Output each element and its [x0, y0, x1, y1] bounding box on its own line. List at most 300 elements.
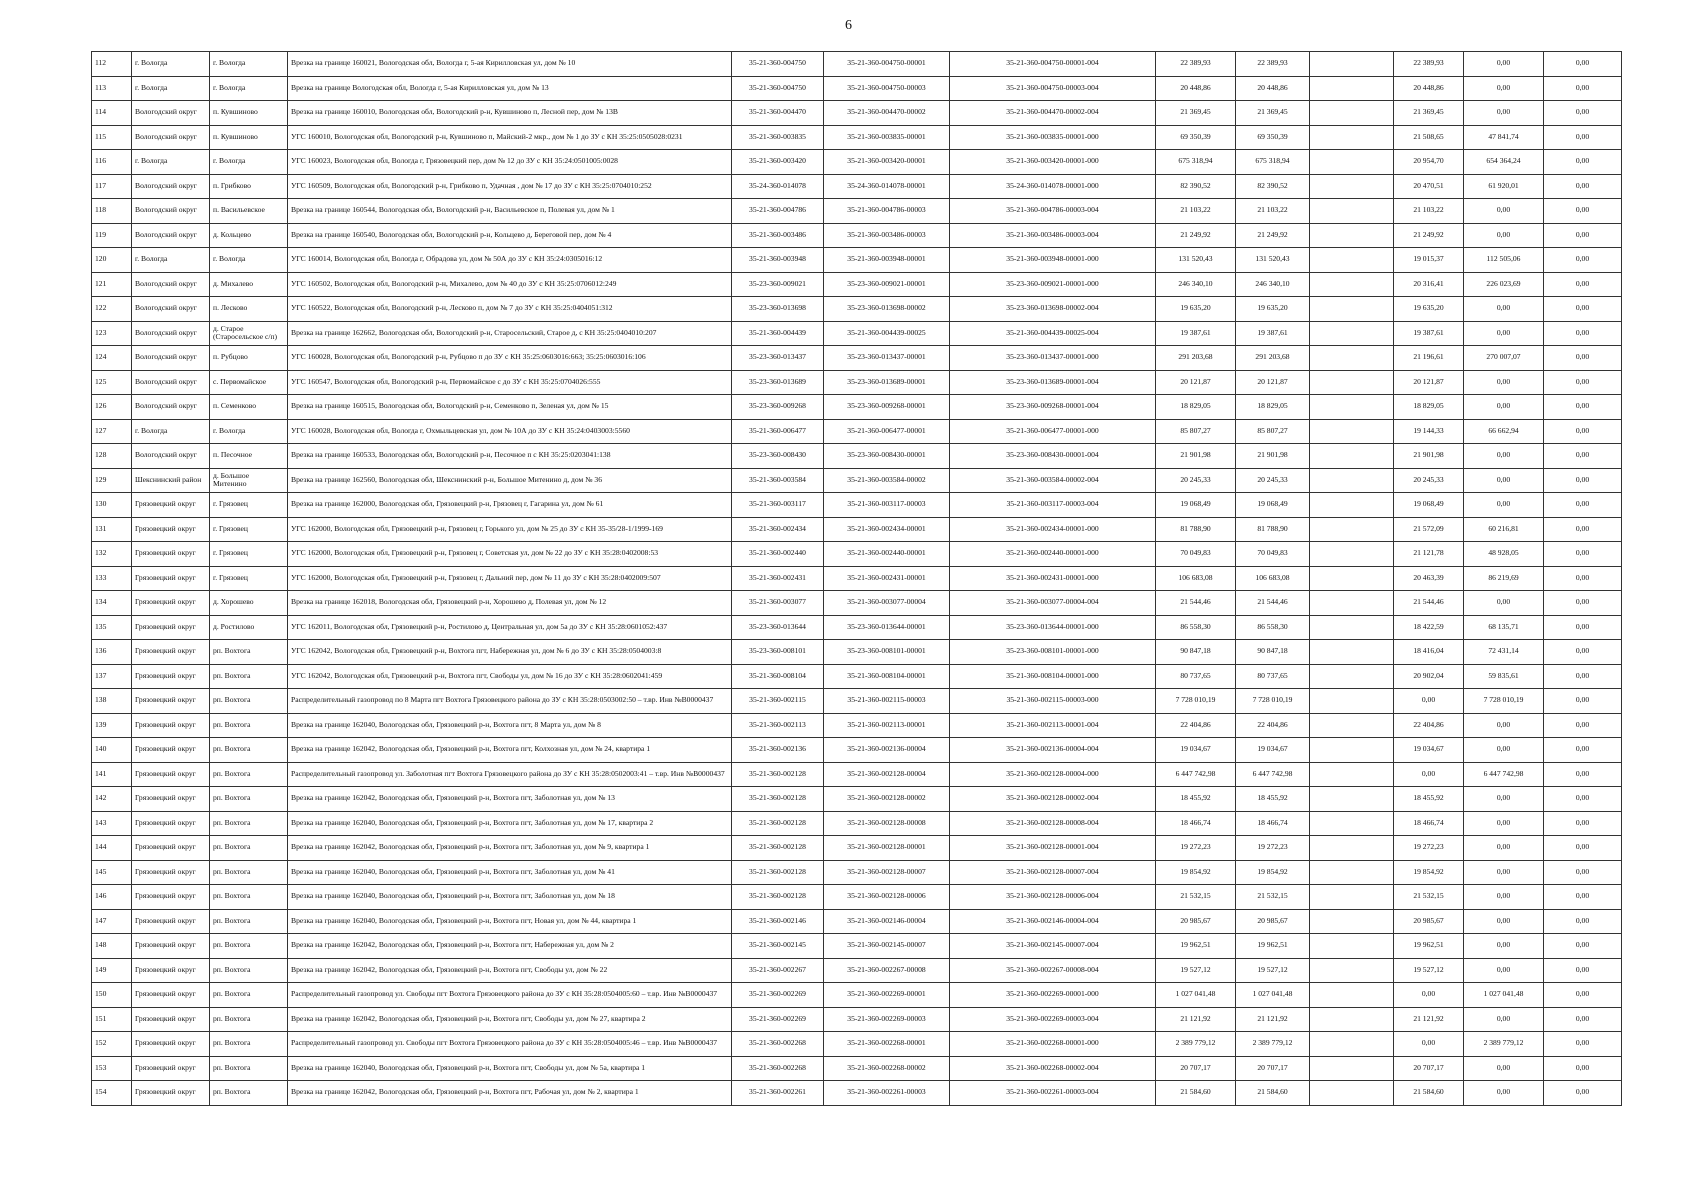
cell-code-full: 35-21-360-004750-00003-004 — [950, 76, 1156, 101]
cell-value-2: 86 558,30 — [1236, 615, 1310, 640]
cell-locality: рп. Вохтога — [210, 664, 288, 689]
cell-code-main: 35-21-360-004786 — [732, 199, 824, 224]
cell-code-full: 35-21-360-002128-00008-004 — [950, 811, 1156, 836]
table-row — [92, 762, 1622, 787]
cell-value-4: 0,00 — [1464, 738, 1544, 763]
cell-row-number: 122 — [92, 297, 132, 322]
cell-code-sub: 35-21-360-004439-00025 — [824, 321, 950, 346]
cell-value-empty — [1310, 566, 1394, 591]
cell-value-3: 0,00 — [1394, 983, 1464, 1008]
cell-value-4: 0,00 — [1464, 370, 1544, 395]
cell-value-3: 20 463,39 — [1394, 566, 1464, 591]
cell-object-description: Врезка на границе 162040, Вологодская обл, Грязовецкий р-н, Вохтога пгт, Новая ул, дом № 44, квартира 1 — [288, 909, 732, 934]
cell-row-number: 116 — [92, 150, 132, 175]
cell-value-4: 0,00 — [1464, 493, 1544, 518]
cell-code-main: 35-21-360-002261 — [732, 1081, 824, 1106]
table-row — [92, 542, 1622, 567]
cell-object-description: Распределительный газопровод ул. Заболотная пгт Вохтога Грязовецкого района до ЗУ с КН 35:28:0502003:41 – т.вр. Инв №В0000437 — [288, 762, 732, 787]
cell-value-total: 2 389 779,12 — [1156, 1032, 1236, 1057]
cell-value-2: 85 807,27 — [1236, 419, 1310, 444]
table-row — [92, 150, 1622, 175]
cell-value-5: 0,00 — [1544, 566, 1622, 591]
cell-row-number: 123 — [92, 321, 132, 346]
cell-code-sub: 35-21-360-002113-00001 — [824, 713, 950, 738]
cell-locality: г. Вологда — [210, 419, 288, 444]
cell-value-total: 20 121,87 — [1156, 370, 1236, 395]
table-row — [92, 76, 1622, 101]
cell-row-number: 136 — [92, 640, 132, 665]
table-row — [92, 419, 1622, 444]
cell-value-5: 0,00 — [1544, 419, 1622, 444]
cell-district: Вологодский округ — [132, 346, 210, 371]
table-row — [92, 836, 1622, 861]
cell-value-3: 0,00 — [1394, 1032, 1464, 1057]
table-row — [92, 101, 1622, 126]
cell-code-full: 35-21-360-002136-00004-004 — [950, 738, 1156, 763]
cell-object-description: Врезка на границе 162018, Вологодская обл, Грязовецкий р-н, Хорошево д, Полевая ул, дом № 12 — [288, 591, 732, 616]
cell-code-sub: 35-23-360-013644-00001 — [824, 615, 950, 640]
cell-object-description: Врезка на границе 162042, Вологодская обл, Грязовецкий р-н, Вохтога пгт, Свободы ул, дом № 22 — [288, 958, 732, 983]
cell-code-main: 35-23-360-008430 — [732, 444, 824, 469]
cell-code-main: 35-21-360-002128 — [732, 787, 824, 812]
cell-value-2: 90 847,18 — [1236, 640, 1310, 665]
cell-row-number: 115 — [92, 125, 132, 150]
cell-value-4: 0,00 — [1464, 787, 1544, 812]
cell-value-2: 69 350,39 — [1236, 125, 1310, 150]
cell-code-full: 35-23-360-009021-00001-000 — [950, 272, 1156, 297]
cell-value-2: 21 532,15 — [1236, 885, 1310, 910]
cell-row-number: 127 — [92, 419, 132, 444]
cell-code-full: 35-21-360-006477-00001-000 — [950, 419, 1156, 444]
cell-district: Грязовецкий округ — [132, 542, 210, 567]
table-row — [92, 640, 1622, 665]
cell-value-empty — [1310, 346, 1394, 371]
cell-value-2: 21 544,46 — [1236, 591, 1310, 616]
cell-code-main: 35-21-360-003835 — [732, 125, 824, 150]
cell-locality: г. Грязовец — [210, 566, 288, 591]
cell-locality: рп. Вохтога — [210, 934, 288, 959]
cell-object-description: Врезка на границе 162040, Вологодская обл, Грязовецкий р-н, Вохтога пгт, Свободы ул, дом № 5а, квартира 1 — [288, 1056, 732, 1081]
cell-code-full: 35-21-360-003835-00001-000 — [950, 125, 1156, 150]
cell-code-sub: 35-21-360-002440-00001 — [824, 542, 950, 567]
cell-value-3: 21 249,92 — [1394, 223, 1464, 248]
cell-value-5: 0,00 — [1544, 493, 1622, 518]
cell-district: Грязовецкий округ — [132, 615, 210, 640]
cell-code-full: 35-21-360-002269-00003-004 — [950, 1007, 1156, 1032]
table-row — [92, 689, 1622, 714]
cell-code-sub: 35-21-360-002128-00006 — [824, 885, 950, 910]
cell-value-4: 48 928,05 — [1464, 542, 1544, 567]
cell-value-3: 19 068,49 — [1394, 493, 1464, 518]
cell-value-total: 86 558,30 — [1156, 615, 1236, 640]
cell-code-sub: 35-21-360-003420-00001 — [824, 150, 950, 175]
cell-value-4: 0,00 — [1464, 101, 1544, 126]
cell-value-2: 20 707,17 — [1236, 1056, 1310, 1081]
cell-value-2: 19 034,67 — [1236, 738, 1310, 763]
cell-value-empty — [1310, 1032, 1394, 1057]
cell-value-5: 0,00 — [1544, 738, 1622, 763]
cell-district: Грязовецкий округ — [132, 1056, 210, 1081]
cell-value-3: 20 245,33 — [1394, 468, 1464, 493]
cell-row-number: 153 — [92, 1056, 132, 1081]
cell-value-2: 2 389 779,12 — [1236, 1032, 1310, 1057]
cell-code-sub: 35-21-360-002128-00002 — [824, 787, 950, 812]
cell-value-empty — [1310, 689, 1394, 714]
cell-value-4: 0,00 — [1464, 468, 1544, 493]
cell-value-3: 18 416,04 — [1394, 640, 1464, 665]
cell-value-2: 21 121,92 — [1236, 1007, 1310, 1032]
cell-value-4: 1 027 041,48 — [1464, 983, 1544, 1008]
cell-value-5: 0,00 — [1544, 1007, 1622, 1032]
cell-row-number: 128 — [92, 444, 132, 469]
cell-value-4: 0,00 — [1464, 444, 1544, 469]
cell-value-total: 70 049,83 — [1156, 542, 1236, 567]
cell-value-total: 22 404,86 — [1156, 713, 1236, 738]
cell-value-3: 20 985,67 — [1394, 909, 1464, 934]
cell-object-description: Врезка на границе 162042, Вологодская обл, Грязовецкий р-н, Вохтога пгт, Свободы ул, дом № 27, квартира 2 — [288, 1007, 732, 1032]
cell-district: Вологодский округ — [132, 223, 210, 248]
cell-value-empty — [1310, 101, 1394, 126]
cell-value-empty — [1310, 615, 1394, 640]
cell-code-main: 35-21-360-002440 — [732, 542, 824, 567]
cell-value-total: 85 807,27 — [1156, 419, 1236, 444]
cell-object-description: Врезка на границе 160544, Вологодская обл, Вологодский р-н, Васильевское п, Полевая ул, дом № 1 — [288, 199, 732, 224]
cell-district: Грязовецкий округ — [132, 787, 210, 812]
table-row — [92, 885, 1622, 910]
cell-value-3: 21 901,98 — [1394, 444, 1464, 469]
table-row — [92, 493, 1622, 518]
table-row — [92, 199, 1622, 224]
cell-object-description: УГС 160028, Вологодская обл, Вологда г, Охмыльцевская ул, дом № 10А до ЗУ с КН 35:24:0403003:5560 — [288, 419, 732, 444]
cell-value-2: 18 829,05 — [1236, 395, 1310, 420]
cell-locality: рп. Вохтога — [210, 689, 288, 714]
cell-district: г. Вологда — [132, 419, 210, 444]
cell-code-full: 35-21-360-004786-00003-004 — [950, 199, 1156, 224]
cell-locality: рп. Вохтога — [210, 1007, 288, 1032]
cell-value-4: 0,00 — [1464, 713, 1544, 738]
cell-code-sub: 35-21-360-002269-00001 — [824, 983, 950, 1008]
cell-code-main: 35-23-360-009021 — [732, 272, 824, 297]
cell-code-sub: 35-24-360-014078-00001 — [824, 174, 950, 199]
cell-value-3: 18 455,92 — [1394, 787, 1464, 812]
cell-value-empty — [1310, 1007, 1394, 1032]
cell-object-description: Врезка на границе 160021, Вологодская обл, Вологда г, 5-ая Кирилловская ул, дом № 10 — [288, 52, 732, 77]
cell-code-full: 35-21-360-003420-00001-000 — [950, 150, 1156, 175]
cell-locality: рп. Вохтога — [210, 909, 288, 934]
cell-value-4: 0,00 — [1464, 1056, 1544, 1081]
cell-district: Вологодский округ — [132, 174, 210, 199]
table-row — [92, 958, 1622, 983]
cell-value-5: 0,00 — [1544, 762, 1622, 787]
page-number: 6 — [845, 18, 852, 33]
cell-row-number: 117 — [92, 174, 132, 199]
cell-value-total: 22 389,93 — [1156, 52, 1236, 77]
cell-code-full: 35-21-360-002128-00002-004 — [950, 787, 1156, 812]
cell-code-sub: 35-23-360-013689-00001 — [824, 370, 950, 395]
cell-code-main: 35-21-360-002115 — [732, 689, 824, 714]
cell-value-2: 106 683,08 — [1236, 566, 1310, 591]
cell-locality: д. Большое Митенино — [210, 468, 288, 493]
cell-locality: п. Песочное — [210, 444, 288, 469]
cell-locality: п. Грибково — [210, 174, 288, 199]
cell-value-empty — [1310, 76, 1394, 101]
cell-locality: с. Первомайское — [210, 370, 288, 395]
cell-code-main: 35-23-360-009268 — [732, 395, 824, 420]
cell-value-empty — [1310, 419, 1394, 444]
cell-locality: рп. Вохтога — [210, 983, 288, 1008]
cell-value-5: 0,00 — [1544, 934, 1622, 959]
cell-value-5: 0,00 — [1544, 1032, 1622, 1057]
cell-locality: рп. Вохтога — [210, 1081, 288, 1106]
cell-locality: рп. Вохтога — [210, 1032, 288, 1057]
cell-code-main: 35-21-360-002268 — [732, 1056, 824, 1081]
cell-row-number: 144 — [92, 836, 132, 861]
cell-value-empty — [1310, 370, 1394, 395]
cell-value-5: 0,00 — [1544, 615, 1622, 640]
cell-district: г. Вологда — [132, 76, 210, 101]
cell-value-2: 18 455,92 — [1236, 787, 1310, 812]
cell-value-empty — [1310, 1081, 1394, 1106]
cell-value-5: 0,00 — [1544, 150, 1622, 175]
cell-value-empty — [1310, 909, 1394, 934]
cell-code-main: 35-21-360-008104 — [732, 664, 824, 689]
table-row — [92, 346, 1622, 371]
cell-locality: г. Грязовец — [210, 542, 288, 567]
cell-code-full: 35-21-360-002440-00001-000 — [950, 542, 1156, 567]
cell-object-description: Врезка на границе Вологодская обл, Вологда г, 5-ая Кирилловская ул, дом № 13 — [288, 76, 732, 101]
cell-locality: п. Лесково — [210, 297, 288, 322]
cell-code-sub: 35-23-360-009268-00001 — [824, 395, 950, 420]
cell-code-sub: 35-21-360-002115-00003 — [824, 689, 950, 714]
cell-code-sub: 35-21-360-002128-00008 — [824, 811, 950, 836]
cell-object-description: Врезка на границе 162000, Вологодская обл, Грязовецкий р-н, Грязовец г, Гагарина ул, дом № 61 — [288, 493, 732, 518]
cell-code-sub: 35-23-360-013437-00001 — [824, 346, 950, 371]
table-row — [92, 468, 1622, 493]
cell-row-number: 131 — [92, 517, 132, 542]
cell-value-total: 82 390,52 — [1156, 174, 1236, 199]
cell-value-4: 654 364,24 — [1464, 150, 1544, 175]
cell-value-4: 0,00 — [1464, 860, 1544, 885]
table-row — [92, 321, 1622, 346]
cell-code-full: 35-24-360-014078-00001-000 — [950, 174, 1156, 199]
table-row — [92, 517, 1622, 542]
cell-value-5: 0,00 — [1544, 223, 1622, 248]
data-table — [91, 51, 1622, 1106]
table-row — [92, 223, 1622, 248]
cell-locality: д. Старое (Старосельское с/п) — [210, 321, 288, 346]
cell-code-full: 35-23-360-009268-00001-004 — [950, 395, 1156, 420]
cell-code-main: 35-24-360-014078 — [732, 174, 824, 199]
cell-object-description: УГС 162000, Вологодская обл, Грязовецкий р-н, Грязовец г, Горького ул, дом № 25 до ЗУ с КН 35-35/28-1/1999-169 — [288, 517, 732, 542]
cell-value-empty — [1310, 860, 1394, 885]
cell-object-description: Врезка на границе 162042, Вологодская обл, Грязовецкий р-н, Вохтога пгт, Заболотная ул, дом № 9, квартира 1 — [288, 836, 732, 861]
cell-value-5: 0,00 — [1544, 885, 1622, 910]
cell-code-sub: 35-23-360-013698-00002 — [824, 297, 950, 322]
cell-object-description: Врезка на границе 162042, Вологодская обл, Грязовецкий р-н, Вохтога пгт, Рабочая ул, дом № 2, квартира 1 — [288, 1081, 732, 1106]
cell-locality: п. Васильевское — [210, 199, 288, 224]
cell-value-2: 70 049,83 — [1236, 542, 1310, 567]
cell-code-sub: 35-21-360-002269-00003 — [824, 1007, 950, 1032]
cell-value-3: 19 144,33 — [1394, 419, 1464, 444]
table-row — [92, 591, 1622, 616]
cell-value-2: 22 389,93 — [1236, 52, 1310, 77]
cell-locality: г. Вологда — [210, 150, 288, 175]
cell-value-3: 20 954,70 — [1394, 150, 1464, 175]
cell-code-sub: 35-21-360-002431-00001 — [824, 566, 950, 591]
cell-value-total: 18 455,92 — [1156, 787, 1236, 812]
cell-code-sub: 35-21-360-002267-00008 — [824, 958, 950, 983]
cell-locality: д. Кольцево — [210, 223, 288, 248]
cell-code-main: 35-21-360-002269 — [732, 983, 824, 1008]
cell-value-5: 0,00 — [1544, 370, 1622, 395]
table-row — [92, 1032, 1622, 1057]
cell-code-full: 35-21-360-002128-00001-004 — [950, 836, 1156, 861]
cell-value-3: 0,00 — [1394, 689, 1464, 714]
cell-value-5: 0,00 — [1544, 640, 1622, 665]
cell-value-3: 19 962,51 — [1394, 934, 1464, 959]
cell-value-total: 81 788,90 — [1156, 517, 1236, 542]
cell-value-3: 19 635,20 — [1394, 297, 1464, 322]
cell-value-total: 6 447 742,98 — [1156, 762, 1236, 787]
cell-value-4: 72 431,14 — [1464, 640, 1544, 665]
cell-district: Грязовецкий округ — [132, 591, 210, 616]
cell-value-3: 19 854,92 — [1394, 860, 1464, 885]
cell-value-5: 0,00 — [1544, 713, 1622, 738]
cell-row-number: 150 — [92, 983, 132, 1008]
cell-value-5: 0,00 — [1544, 101, 1622, 126]
cell-code-main: 35-21-360-004750 — [732, 52, 824, 77]
cell-row-number: 126 — [92, 395, 132, 420]
cell-value-total: 18 466,74 — [1156, 811, 1236, 836]
cell-value-4: 0,00 — [1464, 223, 1544, 248]
cell-object-description: УГС 162042, Вологодская обл, Грязовецкий р-н, Вохтога пгт, Свободы ул, дом № 16 до ЗУ с КН 35:28:0602041:459 — [288, 664, 732, 689]
cell-value-empty — [1310, 713, 1394, 738]
cell-district: Вологодский округ — [132, 297, 210, 322]
cell-row-number: 112 — [92, 52, 132, 77]
cell-district: г. Вологда — [132, 248, 210, 273]
cell-code-sub: 35-21-360-002261-00003 — [824, 1081, 950, 1106]
cell-code-full: 35-21-360-003948-00001-000 — [950, 248, 1156, 273]
cell-row-number: 134 — [92, 591, 132, 616]
cell-object-description: Врезка на границе 162042, Вологодская обл, Грязовецкий р-н, Вохтога пгт, Набережная ул, дом № 2 — [288, 934, 732, 959]
cell-district: Грязовецкий округ — [132, 713, 210, 738]
cell-code-full: 35-21-360-004470-00002-004 — [950, 101, 1156, 126]
cell-value-2: 19 635,20 — [1236, 297, 1310, 322]
cell-code-main: 35-21-360-002268 — [732, 1032, 824, 1057]
cell-row-number: 120 — [92, 248, 132, 273]
table-row — [92, 615, 1622, 640]
table-row — [92, 125, 1622, 150]
cell-code-sub: 35-21-360-004750-00001 — [824, 52, 950, 77]
cell-district: Грязовецкий округ — [132, 566, 210, 591]
cell-district: Грязовецкий округ — [132, 860, 210, 885]
cell-district: Грязовецкий округ — [132, 689, 210, 714]
cell-value-4: 0,00 — [1464, 1007, 1544, 1032]
cell-locality: г. Грязовец — [210, 493, 288, 518]
cell-code-full: 35-21-360-002115-00003-000 — [950, 689, 1156, 714]
cell-code-main: 35-21-360-003117 — [732, 493, 824, 518]
cell-value-total: 90 847,18 — [1156, 640, 1236, 665]
cell-value-2: 20 448,86 — [1236, 76, 1310, 101]
cell-locality: рп. Вохтога — [210, 713, 288, 738]
cell-code-sub: 35-23-360-008430-00001 — [824, 444, 950, 469]
cell-value-2: 20 245,33 — [1236, 468, 1310, 493]
cell-code-main: 35-21-360-003486 — [732, 223, 824, 248]
table-row — [92, 860, 1622, 885]
cell-object-description: УГС 162042, Вологодская обл, Грязовецкий р-н, Вохтога пгт, Набережная ул, дом № 6 до ЗУ с КН 35:28:0504003:8 — [288, 640, 732, 665]
cell-value-total: 19 527,12 — [1156, 958, 1236, 983]
cell-code-full: 35-23-360-013698-00002-004 — [950, 297, 1156, 322]
cell-value-4: 0,00 — [1464, 1081, 1544, 1106]
cell-value-3: 19 387,61 — [1394, 321, 1464, 346]
cell-value-5: 0,00 — [1544, 517, 1622, 542]
cell-locality: рп. Вохтога — [210, 640, 288, 665]
cell-value-total: 21 249,92 — [1156, 223, 1236, 248]
cell-value-3: 20 470,51 — [1394, 174, 1464, 199]
cell-value-4: 6 447 742,98 — [1464, 762, 1544, 787]
table-row — [92, 248, 1622, 273]
cell-code-main: 35-21-360-002128 — [732, 836, 824, 861]
cell-value-3: 19 272,23 — [1394, 836, 1464, 861]
cell-code-full: 35-21-360-003117-00003-004 — [950, 493, 1156, 518]
cell-row-number: 139 — [92, 713, 132, 738]
cell-code-main: 35-23-360-013644 — [732, 615, 824, 640]
table-row — [92, 983, 1622, 1008]
cell-code-main: 35-21-360-002434 — [732, 517, 824, 542]
cell-value-4: 0,00 — [1464, 885, 1544, 910]
cell-row-number: 143 — [92, 811, 132, 836]
cell-object-description: Врезка на границе 162042, Вологодская обл, Грязовецкий р-н, Вохтога пгт, Заболотная ул, дом № 13 — [288, 787, 732, 812]
cell-district: Грязовецкий округ — [132, 958, 210, 983]
cell-value-total: 19 635,20 — [1156, 297, 1236, 322]
cell-value-4: 47 841,74 — [1464, 125, 1544, 150]
cell-value-5: 0,00 — [1544, 787, 1622, 812]
cell-value-2: 675 318,94 — [1236, 150, 1310, 175]
cell-code-main: 35-23-360-013698 — [732, 297, 824, 322]
cell-object-description: Врезка на границе 162040, Вологодская обл, Грязовецкий р-н, Вохтога пгт, Заболотная ул, дом № 18 — [288, 885, 732, 910]
table-row — [92, 297, 1622, 322]
cell-district: Грязовецкий округ — [132, 1081, 210, 1106]
cell-value-empty — [1310, 493, 1394, 518]
cell-value-empty — [1310, 591, 1394, 616]
cell-value-3: 20 316,41 — [1394, 272, 1464, 297]
cell-value-total: 19 854,92 — [1156, 860, 1236, 885]
cell-value-3: 20 448,86 — [1394, 76, 1464, 101]
cell-value-5: 0,00 — [1544, 1081, 1622, 1106]
cell-value-4: 0,00 — [1464, 395, 1544, 420]
cell-code-main: 35-23-360-013437 — [732, 346, 824, 371]
cell-value-3: 19 527,12 — [1394, 958, 1464, 983]
cell-locality: п. Рубцово — [210, 346, 288, 371]
cell-code-sub: 35-21-360-003584-00002 — [824, 468, 950, 493]
cell-code-sub: 35-21-360-002145-00007 — [824, 934, 950, 959]
cell-object-description: Врезка на границе 162662, Вологодская обл, Вологодский р-н, Старосельский, Старое д, с КН 35:25:0404010:207 — [288, 321, 732, 346]
cell-value-empty — [1310, 125, 1394, 150]
cell-district: Грязовецкий округ — [132, 738, 210, 763]
cell-code-full: 35-23-360-013689-00001-004 — [950, 370, 1156, 395]
cell-code-sub: 35-21-360-002136-00004 — [824, 738, 950, 763]
table-row — [92, 444, 1622, 469]
cell-value-5: 0,00 — [1544, 958, 1622, 983]
cell-value-5: 0,00 — [1544, 468, 1622, 493]
cell-value-total: 291 203,68 — [1156, 346, 1236, 371]
cell-object-description: УГС 160028, Вологодская обл, Вологодский р-н, Рубцово п до ЗУ с КН 35:25:0603016:663; 35:25:0603016:106 — [288, 346, 732, 371]
cell-value-total: 80 737,65 — [1156, 664, 1236, 689]
cell-object-description: УГС 160509, Вологодская обл, Вологодский р-н, Грибково п, Удачная , дом № 17 до ЗУ с КН 35:25:0704010:252 — [288, 174, 732, 199]
cell-value-total: 21 369,45 — [1156, 101, 1236, 126]
cell-value-2: 21 584,60 — [1236, 1081, 1310, 1106]
cell-value-4: 0,00 — [1464, 76, 1544, 101]
